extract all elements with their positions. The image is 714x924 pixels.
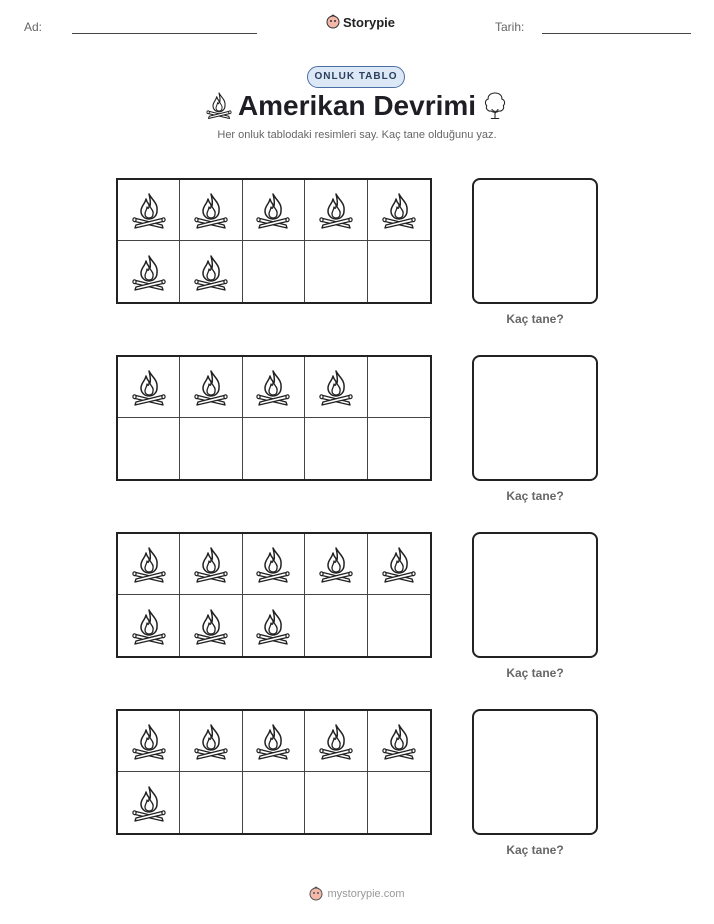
ten-frame-cell (180, 180, 242, 241)
ten-frame-cell (180, 241, 242, 302)
name-line[interactable] (72, 33, 257, 34)
footer-url: mystorypie.com (327, 888, 405, 900)
campfire-icon (129, 544, 169, 584)
campfire-icon (129, 606, 169, 646)
campfire-icon (129, 783, 169, 823)
ten-frame-cell (368, 772, 430, 833)
ten-frame-cell (368, 418, 430, 479)
ten-frame-cell (368, 180, 430, 241)
campfire-icon (316, 721, 356, 761)
ten-frame-cell (305, 595, 367, 656)
ten-frame-cell (368, 357, 430, 418)
brand-logo (326, 14, 395, 30)
campfire-icon (191, 190, 231, 230)
ten-frame-cell (180, 772, 242, 833)
ten-frame-cell (118, 241, 180, 302)
ten-frame-cell (243, 241, 305, 302)
ten-frame-cell (118, 772, 180, 833)
campfire-icon (379, 544, 419, 584)
ten-frame-cell (368, 241, 430, 302)
campfire-icon (129, 252, 169, 292)
ten-frame-cell (180, 534, 242, 595)
ten-frame-cell (118, 418, 180, 479)
ten-frame-cell (368, 711, 430, 772)
ten-frame-cell (305, 241, 367, 302)
ten-frame-cell (118, 534, 180, 595)
page-title: Amerikan Devrimi (237, 90, 477, 121)
answer-prompt: Kaç tane? (506, 666, 564, 680)
ten-frame (116, 709, 432, 835)
ten-frame-cell (118, 711, 180, 772)
ten-frame-cell (243, 711, 305, 772)
campfire-icon (316, 367, 356, 407)
campfire-icon (129, 190, 169, 230)
ten-frame (116, 178, 432, 304)
tree-icon (480, 90, 510, 120)
instructions: Her onluk tablodaki resimleri say. Kaç tane olduğunu yaz. (217, 129, 497, 141)
ten-frame-cell (305, 772, 367, 833)
ten-frame-cell (118, 357, 180, 418)
ten-frame-cell (305, 711, 367, 772)
ten-frame-cell (243, 595, 305, 656)
ten-frame-cell (305, 418, 367, 479)
campfire-icon (253, 606, 293, 646)
mascot-icon (309, 886, 323, 902)
answer-prompt: Kaç tane? (506, 843, 564, 857)
ten-frame-cell (305, 357, 367, 418)
answer-box[interactable] (472, 178, 598, 304)
ten-frame-cell (243, 180, 305, 241)
ten-frame-cell (368, 534, 430, 595)
campfire-icon (191, 367, 231, 407)
campfire-icon (253, 367, 293, 407)
ten-frame-cell (368, 595, 430, 656)
answer-prompt: Kaç tane? (506, 489, 564, 503)
worksheet-type-badge: ONLUK TABLO (307, 66, 405, 88)
ten-frame-cell (243, 772, 305, 833)
date-line[interactable] (542, 33, 691, 34)
campfire-icon (316, 190, 356, 230)
ten-frame-cell (305, 180, 367, 241)
ten-frame-cell (305, 534, 367, 595)
ten-frame-cell (243, 534, 305, 595)
campfire-icon (379, 190, 419, 230)
answer-box[interactable] (472, 532, 598, 658)
campfire-icon (191, 252, 231, 292)
footer (0, 886, 714, 902)
date-label: Tarih: (495, 20, 525, 34)
ten-frame-cell (243, 418, 305, 479)
campfire-icon (191, 721, 231, 761)
ten-frame-cell (180, 711, 242, 772)
ten-frame-cell (180, 418, 242, 479)
campfire-icon (253, 544, 293, 584)
ten-frame-cell (243, 357, 305, 418)
campfire-icon (129, 367, 169, 407)
answer-box[interactable] (472, 709, 598, 835)
campfire-icon (191, 606, 231, 646)
brand-name: Storypie (343, 14, 396, 30)
campfire-icon (316, 544, 356, 584)
ten-frame-cell (180, 595, 242, 656)
ten-frame-cell (118, 595, 180, 656)
campfire-icon (253, 190, 293, 230)
ten-frame-cell (180, 357, 242, 418)
campfire-icon (253, 721, 293, 761)
answer-prompt: Kaç tane? (506, 312, 564, 326)
mascot-icon (326, 14, 340, 30)
campfire-icon (191, 544, 231, 584)
ten-frame (116, 355, 432, 481)
campfire-icon (129, 721, 169, 761)
ten-frame-cell (118, 180, 180, 241)
campfire-icon (379, 721, 419, 761)
answer-box[interactable] (472, 355, 598, 481)
ten-frame (116, 532, 432, 658)
name-label: Ad: (24, 20, 43, 34)
